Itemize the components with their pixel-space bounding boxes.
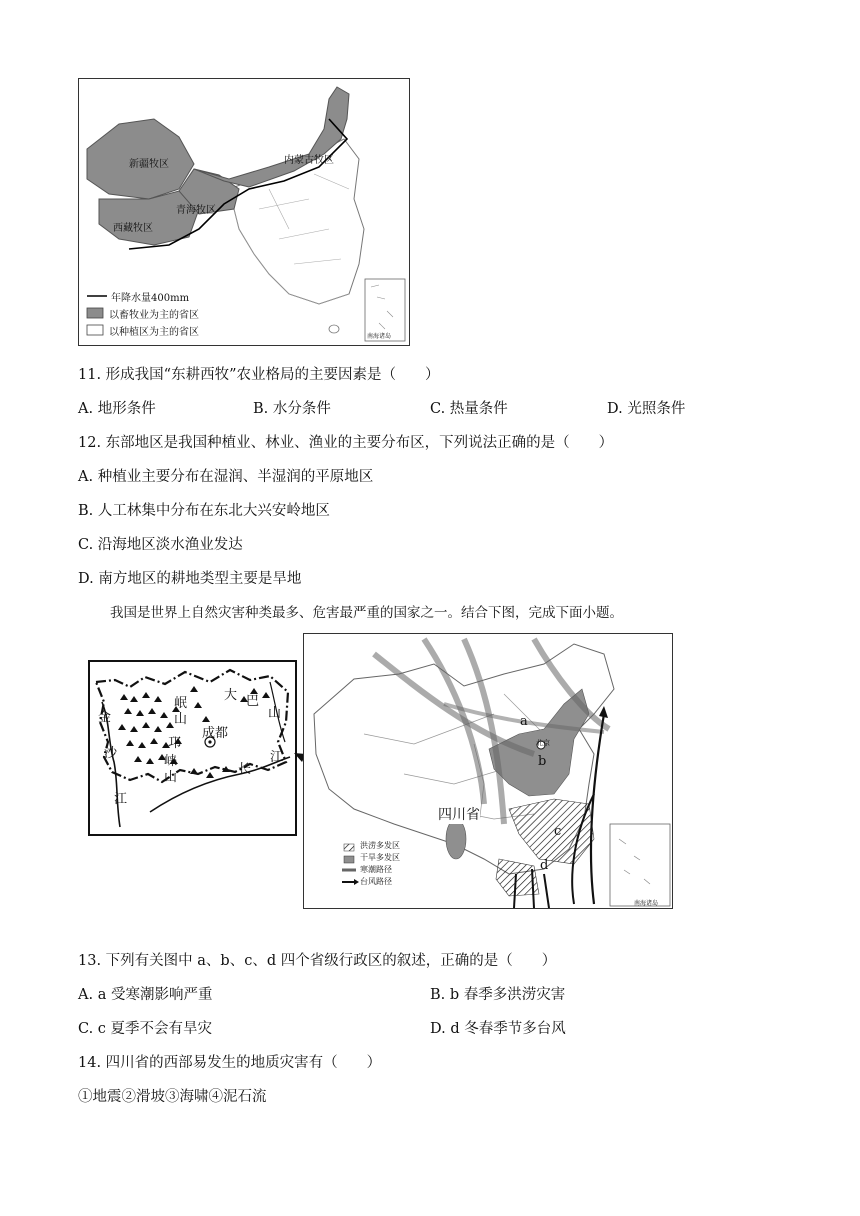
q12-option-d[interactable]: D. 南方地区的耕地类型主要是旱地 <box>78 571 302 587</box>
label-da: 大 <box>224 688 238 703</box>
q13-option-d[interactable]: D. d 冬春季节多台风 <box>430 1021 566 1037</box>
q11-stem: 11. 形成我国“东耕西牧”农业格局的主要因素是（ ） <box>78 367 440 383</box>
label-b: b <box>538 754 547 769</box>
disaster-intro: 我国是世界上自然灾害种类最多、危害最严重的国家之一。结合下图，完成下面小题。 <box>110 605 623 621</box>
disaster-map <box>303 633 673 909</box>
label-qiong: 邛 <box>168 736 182 751</box>
label-jin: 金 <box>98 710 112 725</box>
inset-label: 南海诸岛 <box>367 333 392 340</box>
q14-items: ①地震②滑坡③海啸④泥石流 <box>78 1089 267 1105</box>
q13-option-c[interactable]: C. c 夏季不会有旱灾 <box>78 1021 213 1037</box>
label-chang: 长 <box>238 762 252 777</box>
q11-option-b[interactable]: B. 水分条件 <box>253 401 331 417</box>
q11-option-c[interactable]: C. 热量条件 <box>430 401 508 417</box>
legend-planting: 以种植区为主的省区 <box>109 327 199 338</box>
q11-option-d[interactable]: D. 光照条件 <box>607 401 686 417</box>
q13-stem: 13. 下列有关图中 a、b、c、d 四个省级行政区的叙述，正确的是（ ） <box>78 953 557 969</box>
label-ba: 巴 <box>246 694 260 709</box>
q12-option-c[interactable]: C. 沿海地区淡水渔业发达 <box>78 537 243 553</box>
q14-stem: 14. 四川省的西部易发生的地质灾害有（ ） <box>78 1055 382 1071</box>
legend-pastoral: 以畜牧业为主的省区 <box>109 310 199 321</box>
label-sha: 沙 <box>104 746 118 761</box>
legend-400mm: 年降水量400mm <box>111 293 190 304</box>
inset-label-2: 南海诸岛 <box>634 900 659 907</box>
sichuan-detail-map <box>88 660 297 836</box>
sichuan-detail-graphic <box>90 662 295 834</box>
label-a: a <box>520 714 528 729</box>
legend-typhoon: 台风路径 <box>360 877 392 886</box>
label-c: c <box>554 824 562 839</box>
legend-flood: 洪涝多发区 <box>360 841 400 850</box>
label-minshan-shan: 山 <box>174 712 188 727</box>
label-changjiang-jiang: 江 <box>270 750 284 765</box>
q13-option-a[interactable]: A. a 受寒潮影响严重 <box>78 987 213 1003</box>
label-sichuan: 四川省 <box>438 804 480 824</box>
legend-drought: 干旱多发区 <box>360 853 400 862</box>
q11-option-a[interactable]: A. 地形条件 <box>78 401 156 417</box>
label-beijing: 北京 <box>536 739 550 747</box>
label-chengdu: 成都 <box>202 726 229 741</box>
legend-coldwave: 寒潮路径 <box>360 865 392 874</box>
q12-stem: 12. 东部地区是我国种植业、林业、渔业的主要分布区，下列说法正确的是（ ） <box>78 435 614 451</box>
label-neimenggu: 内蒙古牧区 <box>284 155 334 166</box>
q12-option-a[interactable]: A. 种植业主要分布在湿润、半湿润的平原地区 <box>78 469 374 485</box>
label-xinjiang: 新疆牧区 <box>129 159 169 170</box>
q13-option-b[interactable]: B. b 春季多洪涝灾害 <box>430 987 566 1003</box>
label-d: d <box>540 858 549 873</box>
label-qinghai: 青海牧区 <box>176 205 216 216</box>
label-min: 岷 <box>174 696 188 711</box>
q12-option-b[interactable]: B. 人工林集中分布在东北大兴安岭地区 <box>78 503 330 519</box>
agriculture-map <box>78 78 410 346</box>
label-bashan-shan: 山 <box>268 706 282 721</box>
label-qionglai-shan: 山 <box>164 770 178 785</box>
label-lai: 崃 <box>164 754 178 769</box>
label-jiang-jinsha: 江 <box>114 792 128 807</box>
label-xizang: 西藏牧区 <box>113 223 153 234</box>
